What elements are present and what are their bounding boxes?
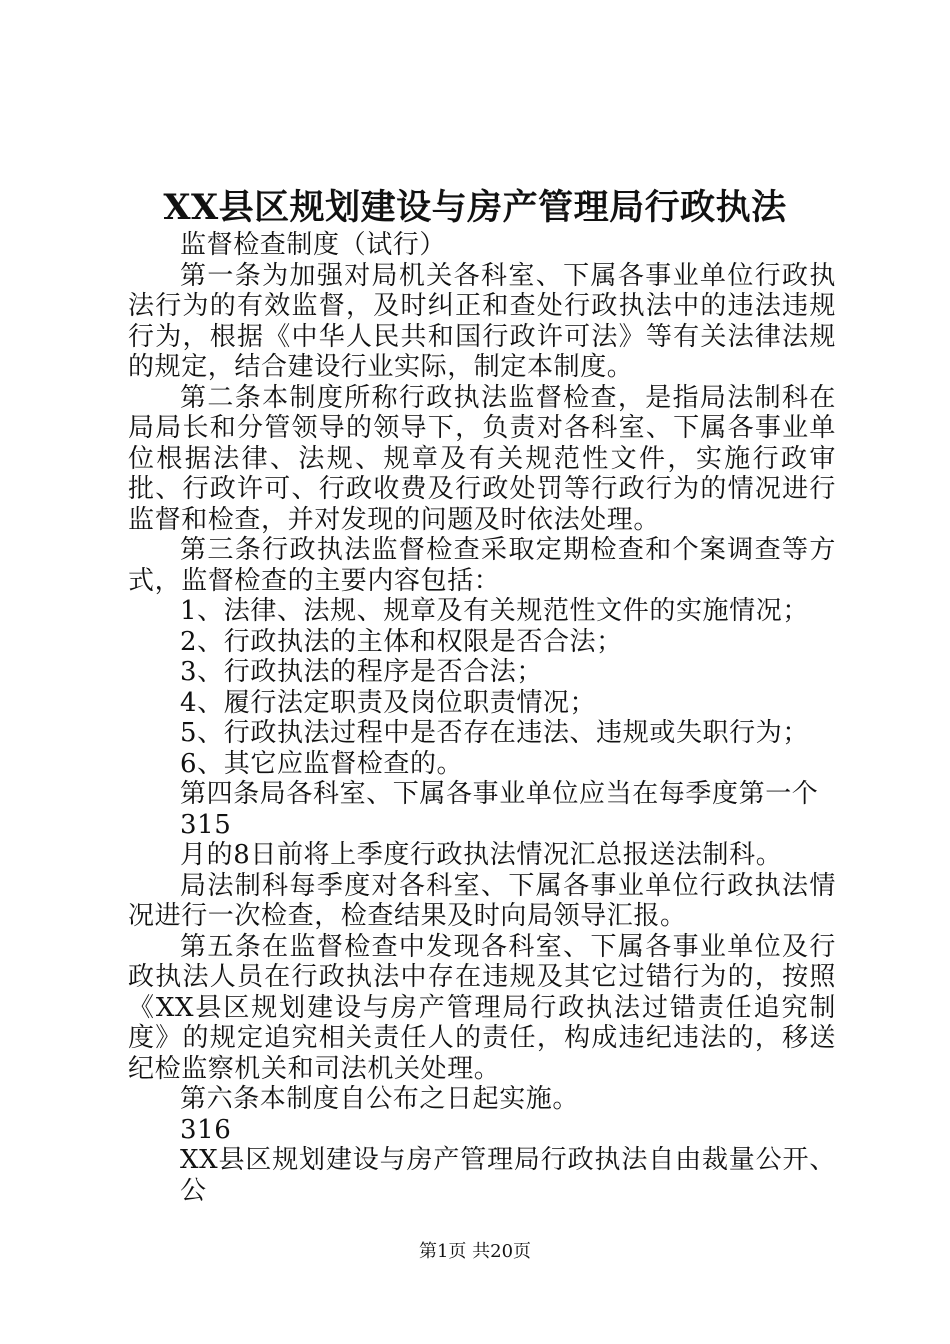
document-title: XX县区规划建设与房产管理局行政执法: [163, 187, 787, 228]
list-item: 3、行政执法的程序是否合法；: [180, 657, 543, 687]
document-body: [128, 230, 836, 1206]
paragraph-article-5: 第五条在监督检查中发现各科室、下属各事业单位及行政执法人员在行政执法中存在违规及其它过错行为的，按照《XX县区规划建设与房产管理局行政执法过错责任追究制度》的规定追究相关责任人的责任，构成违纪违法的，移送纪检监察机关和司法机关处理。: [128, 931, 836, 1084]
list-item: 5、行政执法过程中是否存在违法、违规或失职行为；: [180, 718, 809, 748]
page-marker: 316: [180, 1114, 232, 1145]
subtitle-line: 监督检查制度（试行）: [180, 230, 447, 260]
paragraph-article-4: 第四条局各科室、下属各事业单位应当在每季度第一个: [180, 779, 819, 809]
paragraph-article-2: 第二条本制度所称行政执法监督检查，是指局法制科在局局长和分管领导的领导下，负责对各科室、下属各事业单位根据法律、法规、规章及有关规范性文件，实施行政审批、行政许可、行政收费及行政处罚等行政行为的情况进行监督和检查，并对发现的问题及时依法处理。: [128, 382, 836, 535]
list-item: 1、法律、法规、规章及有关规范性文件的实施情况；: [180, 596, 809, 626]
paragraph-article-4-cont: 月的8日前将上季度行政执法情况汇总报送法制科。: [180, 840, 783, 870]
page-marker: 315: [180, 809, 232, 840]
paragraph-quarterly-check: 局法制科每季度对各科室、下属各事业单位行政执法情况进行一次检查，检查结果及时向局领导汇报。: [128, 870, 836, 931]
list-item: 6、其它应监督检查的。: [180, 748, 464, 779]
page-number-footer: 第1页 共20页: [418, 1241, 532, 1262]
paragraph-article-6: 第六条本制度自公布之日起实施。: [180, 1084, 580, 1114]
paragraph-article-1: 第一条为加强对局机关各科室、下属各事业单位行政执法行为的有效监督，及时纠正和查处行政执法中的违法违规行为，根据《中华人民共和国行政许可法》等有关法律法规的规定，结合建设行业实际，制定本制度。: [128, 260, 836, 382]
list-item: 2、行政执法的主体和权限是否合法；: [180, 626, 623, 657]
paragraph-article-3: 第三条行政执法监督检查采取定期检查和个案调查等方式，监督检查的主要内容包括：: [128, 535, 836, 596]
list-item: 4、履行法定职责及岗位职责情况；: [180, 687, 597, 718]
paragraph-next-title: XX县区规划建设与房产管理局行政执法自由裁量公开、公: [180, 1145, 836, 1206]
